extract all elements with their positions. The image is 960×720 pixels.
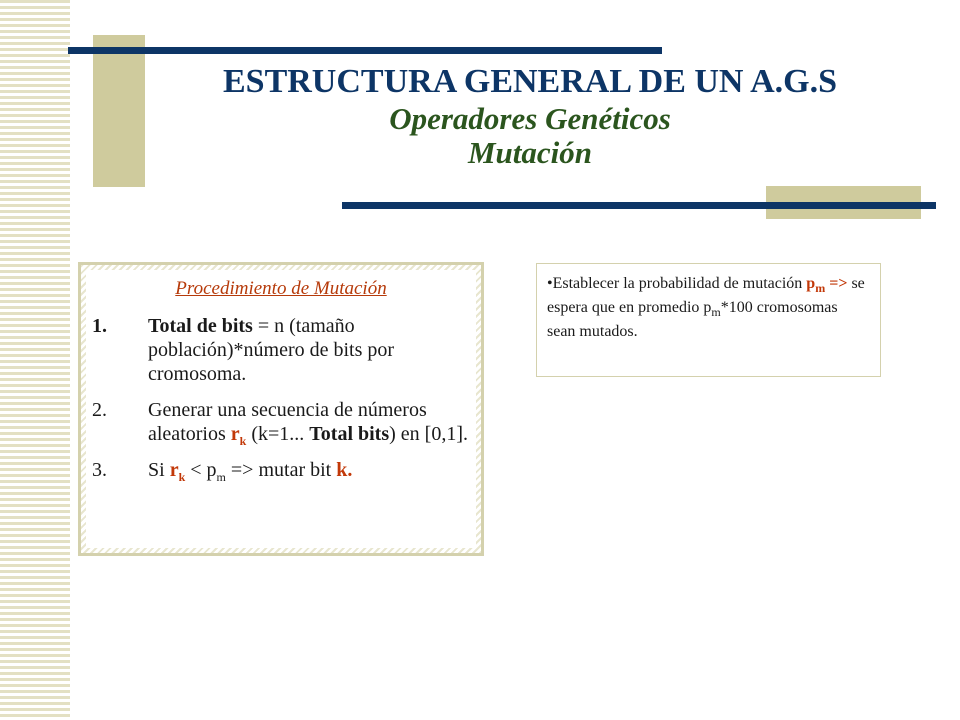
pm-variable: p: [806, 275, 816, 292]
pm-subscript: m: [216, 470, 226, 484]
procedure-step-2: [92, 398, 477, 446]
pm-variable-subscript: m: [815, 281, 826, 296]
title-line-3: Mutación: [467, 135, 593, 170]
step-text: (k=1...: [246, 423, 310, 445]
variable-r: r: [169, 459, 179, 481]
step-number: 2.: [92, 399, 107, 421]
title-rule-bottom: [342, 202, 936, 209]
step-number: 3.: [92, 459, 107, 481]
note-text: *100 cromosomas sean mutados.: [547, 299, 838, 340]
step-text: ) en [0,1].: [389, 423, 468, 445]
step-number: 1.: [92, 315, 107, 337]
procedure-heading: Procedimiento de Mutación: [175, 278, 387, 299]
procedure-list: [92, 314, 477, 494]
procedure-step-3: [92, 458, 477, 482]
step-text: Si: [148, 459, 170, 481]
title-rule-top: [68, 47, 662, 54]
slide-title: [150, 62, 910, 170]
pm-subscript: m: [711, 305, 721, 320]
step-text: < p: [185, 459, 217, 481]
variable-r-subscript: k: [178, 470, 186, 484]
note-text: Establecer la probabilidad de mutación: [552, 275, 807, 292]
mutation-probability-note: [536, 263, 881, 377]
procedure-box-inner: [86, 270, 476, 548]
step-bold-label: Total bits: [309, 423, 390, 445]
variable-r: r: [230, 423, 240, 445]
title-accent-block-left: [93, 35, 145, 187]
procedure-box: [78, 262, 484, 556]
title-line-2: Operadores Genéticos: [389, 101, 671, 136]
left-stripe-decoration: [0, 0, 70, 720]
step-text: Generar una secuencia de números aleatorios: [148, 399, 427, 445]
implies-arrow: =>: [825, 275, 848, 292]
title-line-1: ESTRUCTURA GENERAL DE UN A.G.S: [222, 63, 838, 100]
bullet-icon: •: [547, 275, 553, 292]
step-text: => mutar bit: [225, 459, 337, 481]
note-text: se espera que en promedio p: [547, 275, 865, 316]
bit-k: k.: [336, 459, 353, 481]
step-text: = n (tamaño población)*número de bits por cromosoma.: [148, 315, 395, 385]
procedure-step-1: [92, 314, 477, 386]
variable-r-subscript: k: [239, 434, 247, 448]
step-bold-label: Total de bits: [148, 315, 253, 337]
